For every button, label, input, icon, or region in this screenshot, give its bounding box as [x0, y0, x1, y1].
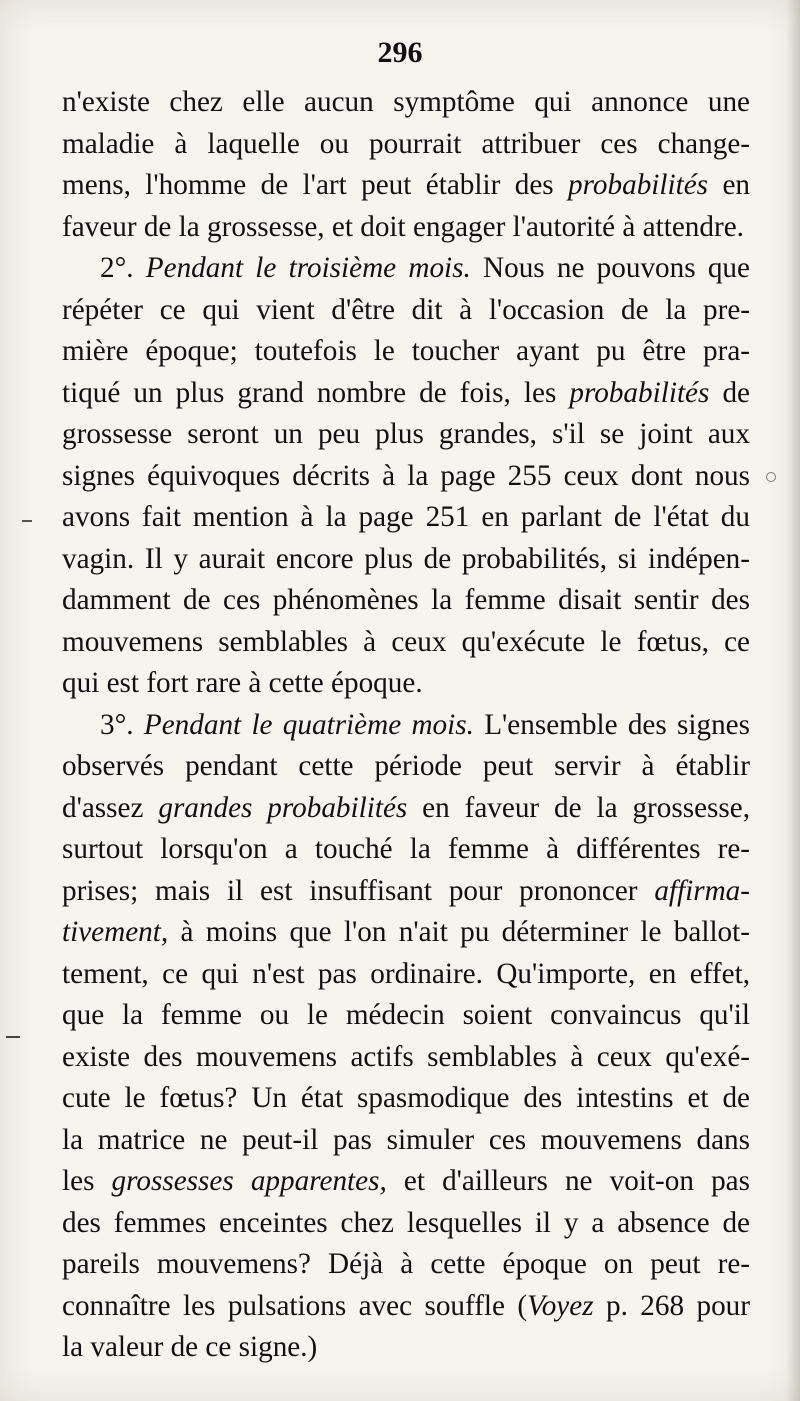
text-line: avons fait mention à la page 251 en parlant de l'état du — [62, 501, 750, 533]
text-line: n'existe chez elle aucun symptôme qui annonce une — [62, 86, 750, 118]
text-line: grossesse seront un peu plus grandes, s'il se joint aux — [62, 418, 750, 450]
text-line: d'assez grandes probabilités en faveur de la grossesse, — [62, 791, 751, 824]
page-edge-shadow — [786, 0, 800, 1401]
text-line: tement, ce qui n'est pas ordinaire. Qu'importe, en effet, — [62, 957, 750, 990]
margin-mark — [22, 520, 32, 522]
text-line: maladie à laquelle ou pourrait attribuer ces change- — [62, 127, 750, 160]
text-line: tivement, à moins que l'on n'ait pu déterminer le ballot- — [62, 916, 750, 948]
text-line: existe des mouvemens actifs semblables à ceux qu'exé- — [62, 1040, 750, 1073]
text-line: signes équivoques décrits à la page 255 ceux dont nous — [62, 459, 750, 492]
text-line: répéter ce qui vient d'être dit à l'occasion de la pre- — [62, 293, 750, 326]
text-line: prises; mais il est insuffisant pour prononcer affirma- — [62, 874, 750, 907]
paragraph-end-line: qui est fort rare à cette époque. — [62, 667, 423, 699]
section-heading-line: 2°. Pendant le troisième mois. Nous ne pouvons que — [100, 252, 750, 284]
text-line: mouvemens semblables à ceux qu'exécute le fœtus, ce — [62, 625, 750, 658]
body-text — [62, 82, 750, 1369]
text-line: vagin. Il y aurait encore plus de probabilités, si indépen- — [62, 542, 750, 575]
text-line: cute le fœtus? Un état spasmodique des intestins et de — [62, 1082, 750, 1114]
text-line: mens, l'homme de l'art peut établir des probabilités en — [62, 169, 750, 201]
text-line: connaître les pulsations avec souffle (Voyez p. 268 pour — [62, 1289, 750, 1322]
text-line: mière époque; toutefois le toucher ayant pu être pra- — [62, 335, 750, 367]
text-line: damment de ces phénomènes la femme disait sentir des — [62, 584, 750, 616]
text-line: observés pendant cette période peut servir à établir — [62, 750, 750, 782]
text-line: les grossesses apparentes, et d'ailleurs ne voit-on pas — [62, 1165, 750, 1197]
text-line: surtout lorsqu'on a touché la femme à différentes re- — [62, 833, 750, 865]
margin-dot — [766, 472, 776, 482]
page-number: 296 — [377, 36, 423, 69]
text-line: la matrice ne peut-il pas simuler ces mouvemens dans — [62, 1123, 750, 1156]
text-line: des femmes enceintes chez lesquelles il y a absence de — [62, 1206, 750, 1239]
paragraph-end-line: faveur de la grossesse, et doit engager l'autorité à attendre. — [62, 210, 744, 243]
text-line: que la femme ou le médecin soient convaincus qu'il — [62, 999, 750, 1031]
text-line: tiqué un plus grand nombre de fois, les probabilités de — [62, 376, 750, 409]
margin-mark — [6, 1036, 20, 1038]
section-heading-line: 3°. Pendant le quatrième mois. L'ensemble des signes — [100, 708, 750, 741]
text-line: pareils mouvemens? Déjà à cette époque on peut re- — [62, 1248, 750, 1280]
paragraph-end-line: la valeur de ce signe.) — [62, 1331, 318, 1363]
